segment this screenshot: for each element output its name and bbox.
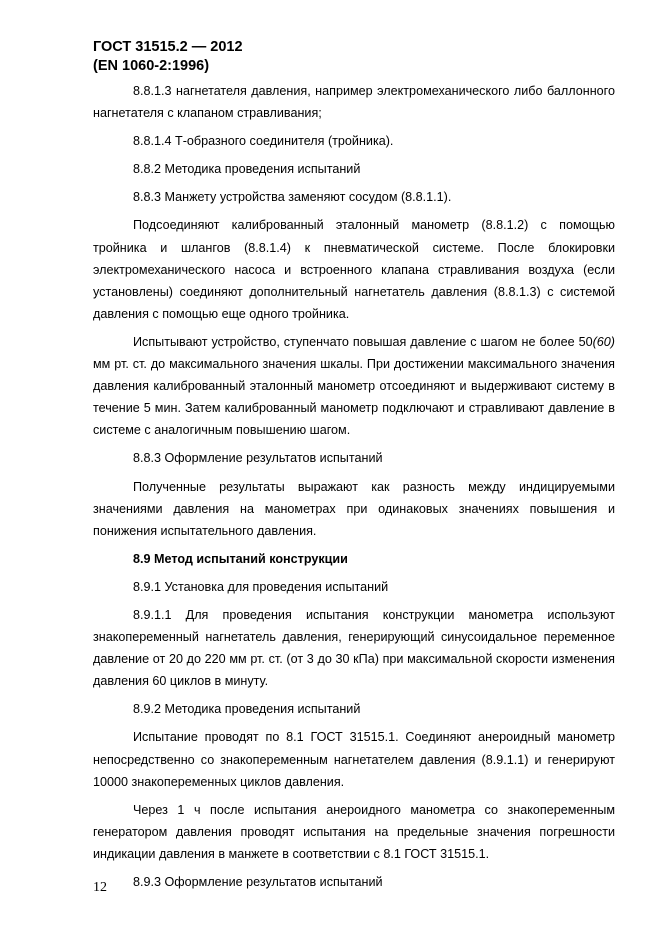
section-heading-8-9: 8.9 Метод испытаний конструкции xyxy=(133,551,348,566)
text-segment: Испытывают устройство, ступенчато повышая давление с шагом не более 50 xyxy=(133,334,593,349)
paragraph-8-8-1-4: 8.8.1.4 Т-образного соединителя (тройника). xyxy=(133,134,394,149)
paragraph-results: Полученные результаты выражают как разность между индицируемыми значениями давления на манометрах при одинаковых значениях повышения и понижения испытательного давления. xyxy=(93,479,615,538)
standard-reference: (EN 1060-2:1996) xyxy=(93,58,210,74)
text-segment: мм рт. ст. до максимального значения шкалы. При достижении максимального значения давления калиброванный эталонный манометр отсоединяют и выдерживают систему в течение 5 мин. Затем калиброванный манометр подключают и стравливают давление в системе с аналогичным повышению шагом. xyxy=(93,357,615,438)
document-body xyxy=(93,80,615,893)
paragraph-after-test: Через 1 ч после испытания анероидного манометра со знакопеременным генератором давления проводят испытания на предельные значения погрешности индикации давления в манжете в соответствии с 8.1 ГОСТ 31515.1. xyxy=(93,802,615,861)
heading-8-9-1: 8.9.1 Установка для проведения испытаний xyxy=(133,579,389,594)
heading-8-8-2: 8.8.2 Методика проведения испытаний xyxy=(133,162,361,177)
paragraph-test-device xyxy=(93,331,615,441)
paragraph-test-procedure: Испытание проводят по 8.1 ГОСТ 31515.1. Соединяют анероидный манометр непосредственно со знакопеременным нагнетателем давления (8.9.1.1) и генерируют 10000 знакопеременных циклов давления. xyxy=(93,730,615,789)
document-header xyxy=(93,38,243,76)
heading-results-8-8-3: 8.8.3 Оформление результатов испытаний xyxy=(133,451,383,466)
paragraph-8-9-1-1: 8.9.1.1 Для проведения испытания конструкции манометра используют знакопеременный нагнетатель давления, генерирующий синусоидальное переменное давление от 20 до 220 мм рт. ст. (от 3 до 30 кПа) при максимальной скорости изменения давления 60 циклов в минуту. xyxy=(93,607,615,689)
paragraph-connect-manometer: Подсоединяют калиброванный эталонный манометр (8.8.1.2) с помощью тройника и шлангов (8.8.1.4) к пневматической системе. После блокировки электромеханического насоса и встроенного клапана стравливания воздуха (если установлены) соединяют дополнительный нагнетатель давления (8.8.1.3) с системой давления с помощью еще одного тройника. xyxy=(93,218,615,321)
paragraph-8-8-1-3: 8.8.1.3 нагнетателя давления, например электромеханического либо баллонного нагнетателя с клапаном стравливания; xyxy=(93,84,615,121)
paragraph-8-8-3: 8.8.3 Манжету устройства заменяют сосудом (8.8.1.1). xyxy=(133,190,452,205)
standard-number: ГОСТ 31515.2 — 2012 xyxy=(93,39,243,55)
page-number: 12 xyxy=(93,880,107,895)
italic-value: (60) xyxy=(592,334,615,349)
heading-8-9-3: 8.9.3 Оформление результатов испытаний xyxy=(133,875,383,889)
heading-8-9-2: 8.9.2 Методика проведения испытаний xyxy=(133,702,361,717)
